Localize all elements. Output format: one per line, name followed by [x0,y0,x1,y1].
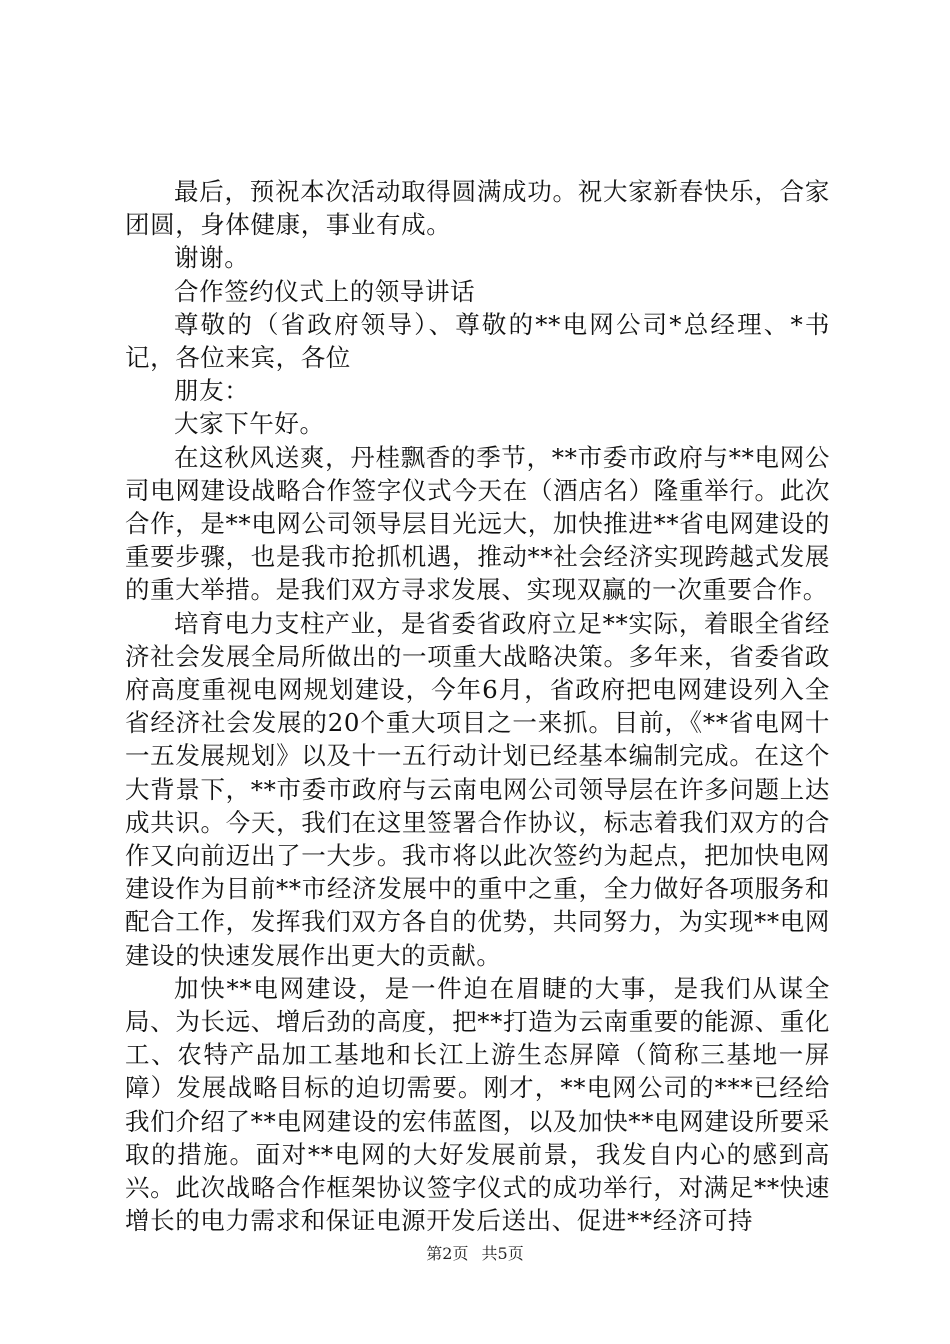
body-paragraph: 培育电力支柱产业，是省委省政府立足**实际，着眼全省经济社会发展全局所做出的一项重大战略决策。多年来，省委省政府高度重视电网规划建设，今年6月，省政府把电网建设列入全省经济社会发展的20个重大项目之一来抓。目前，《**省电网十一五发展规划》以及十一五行动计划已经基本编制完成。在这个大背景下，**市委市政府与云南电网公司领导层在许多问题上达成共识。今天，我们在这里签署合作协议，标志着我们双方的合作又向前迈出了一大步。我市将以此次签约为起点，把加快电网建设作为目前**市经济发展中的重中之重，全力做好各项服务和配合工作，发挥我们双方各自的优势，共同努力，为实现**电网建设的快速发展作出更大的贡献。 [125,608,830,970]
document-body [125,175,830,1238]
page-number: 第2页 [426,1244,469,1263]
page-footer [0,1244,950,1264]
salutation-line: 尊敬的（省政府领导）、尊敬的**电网公司*总经理、*书记，各位来宾，各位 [125,309,830,373]
thanks-line: 谢谢。 [174,243,250,273]
salutation-continuation: 朋友： [174,376,250,406]
body-paragraph: 加快**电网建设，是一件迫在眉睫的大事，是我们从谋全局、为长远、增后劲的高度，把**打造为云南重要的能源、重化工、农特产品加工基地和长江上游生态屏障（简称三基地一屏障）发展战略目标的迫切需要。刚才，**电网公司的***已经给我们介绍了**电网建设的宏伟蓝图，以及加快**电网建设所要采取的措施。面对**电网的大好发展前景，我发自内心的感到高兴。此次战略合作框架协议签字仪式的成功举行，对满足**快速增长的电力需求和保证电源开发后送出、促进**经济可持 [125,973,830,1236]
page-total: 共5页 [481,1244,524,1263]
greeting-line: 大家下午好。 [174,409,325,439]
closing-paragraph: 最后，预祝本次活动取得圆满成功。祝大家新春快乐，合家团圆，身体健康，事业有成。 [125,177,830,240]
body-paragraph: 在这秋风送爽，丹桂飘香的季节，**市委市政府与**电网公司电网建设战略合作签字仪式今天在（酒店名）隆重举行。此次合作，是**电网公司领导层目光远大，加快推进**省电网建设的重要步骤，也是我市抢抓机遇，推动**社会经济实现跨越式发展的重大举措。是我们双方寻求发展、实现双赢的一次重要合作。 [125,442,830,605]
speech-title: 合作签约仪式上的领导讲话 [174,276,476,306]
